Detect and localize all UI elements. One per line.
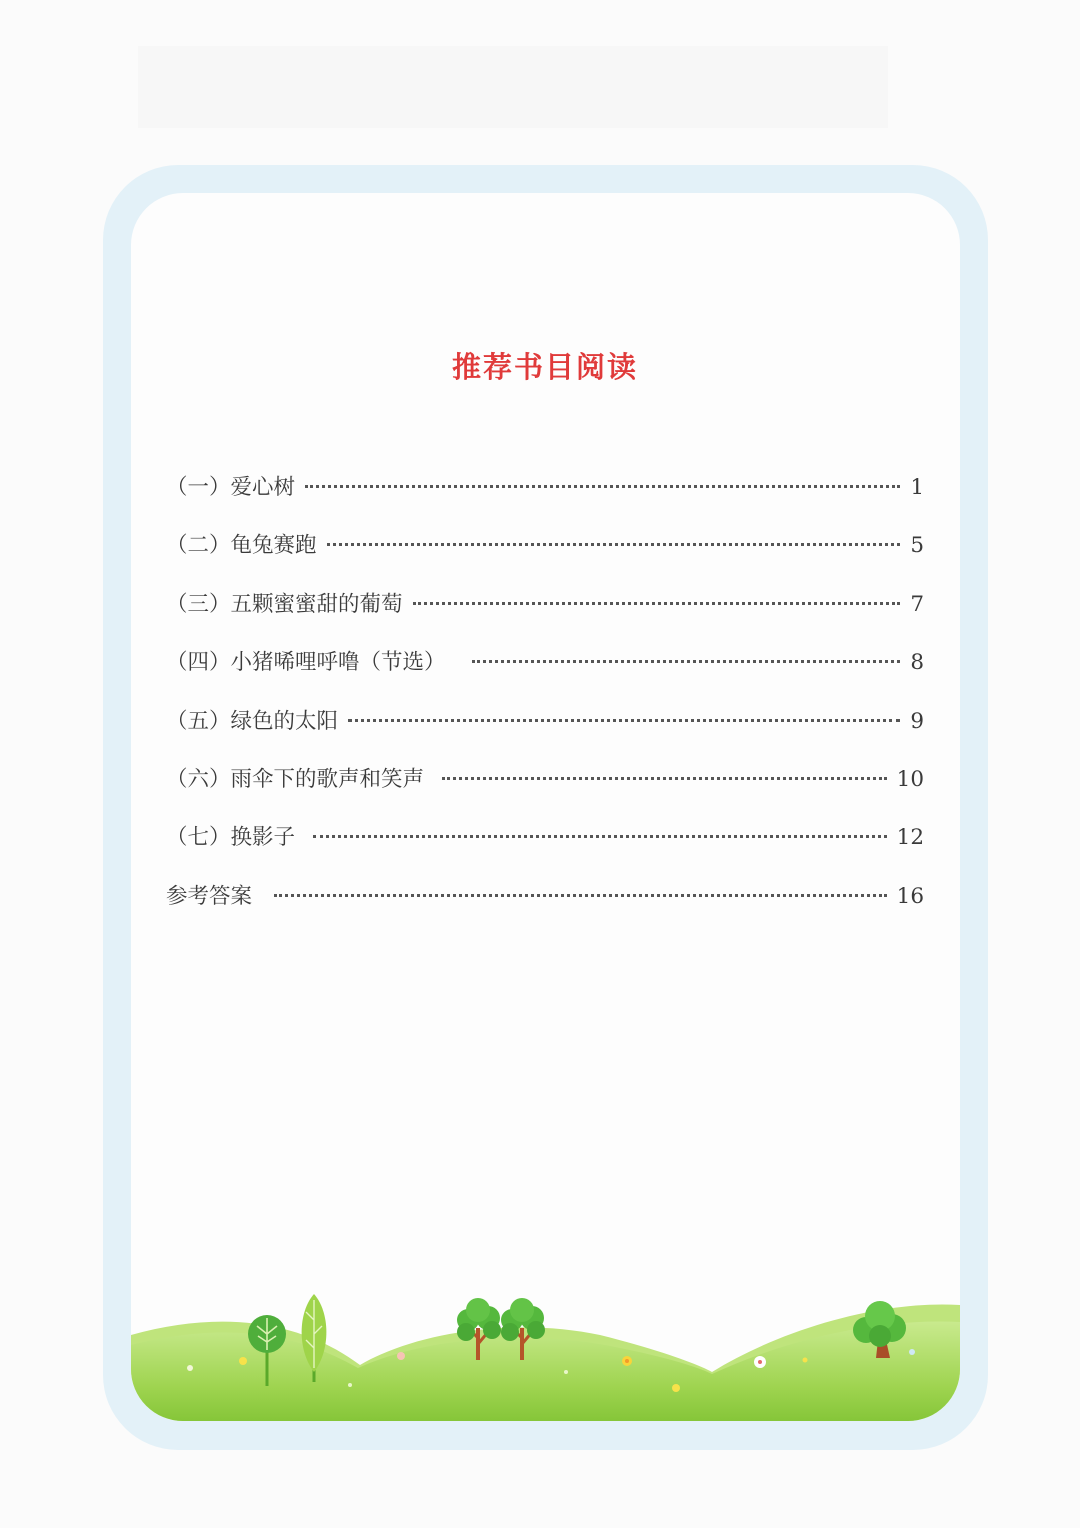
toc-page-number: 8 — [910, 650, 924, 676]
toc-page-number: 10 — [896, 766, 924, 792]
toc-label: （三）五颗蜜蜜甜的葡萄 — [166, 591, 403, 617]
toc-label: （六）雨伞下的歌声和笑声 — [166, 766, 425, 792]
toc-page-number: 16 — [896, 883, 924, 909]
toc-label: 参考答案 — [166, 883, 253, 909]
page-title: 推荐书目阅读 — [451, 350, 638, 384]
toc-label: （二）龟兔赛跑 — [166, 533, 317, 559]
toc-page-number: 1 — [910, 475, 924, 500]
toc-label: （七）换影子 — [166, 825, 296, 851]
toc-label: （一）爱心树 — [166, 475, 296, 500]
toc-page-number: 12 — [896, 825, 924, 851]
toc-label: （四）小猪唏哩呼噜（节选） — [166, 650, 446, 676]
toc-page-number: 5 — [910, 533, 924, 559]
toc-label: （五）绿色的太阳 — [166, 708, 339, 734]
toc-page-number: 9 — [910, 708, 924, 734]
toc-page-number: 7 — [910, 591, 924, 617]
